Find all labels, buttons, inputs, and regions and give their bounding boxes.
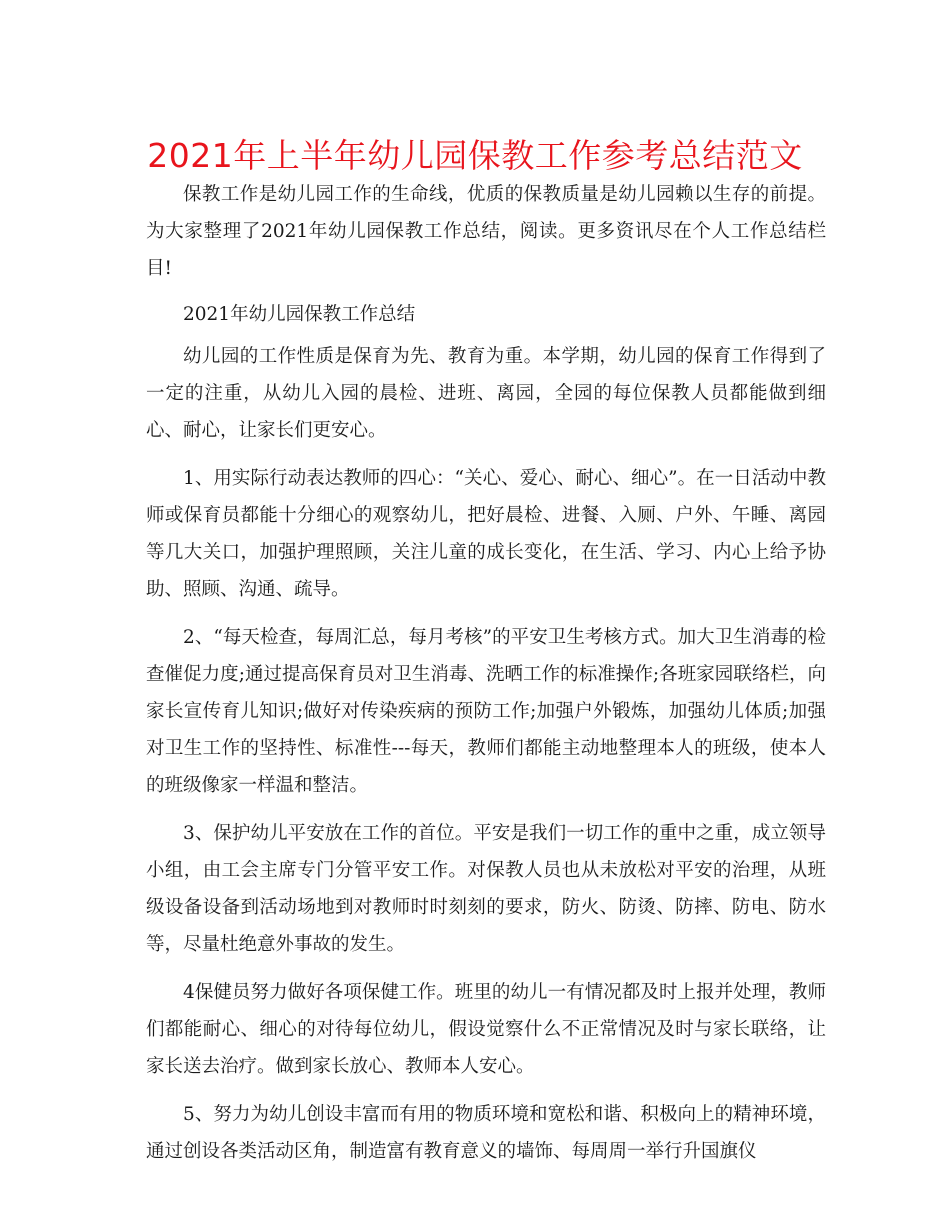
section-heading: 2021年幼儿园保教工作总结 [183,304,416,325]
body-paragraph: 幼儿园的工作性质是保育为先、教育为重。本学期，幼儿园的保育工作得到了一定的注重，从幼儿入园的晨检、进班、离园，全园的每位保教人员都能做到细心、耐心，让家长们更安心。 [146,346,826,441]
document-title: 2021年上半年幼儿园保教工作参考总结范文 [147,136,803,175]
document-body [146,176,826,1181]
intro-paragraph: 保教工作是幼儿园工作的生命线，优质的保教质量是幼儿园赖以生存的前提。为大家整理了2021年幼儿园保教工作总结，阅读。更多资讯尽在个人工作总结栏目! [146,184,826,279]
body-paragraph: 4保健员努力做好各项保健工作。班里的幼儿一有情况都及时上报并处理，教师们都能耐心、细心的对待每位幼儿，假设觉察什么不正常情况及时与家长联络，让家长送去治疗。做到家长放心、教师本人安心。 [146,982,826,1077]
body-paragraph: 3、保护幼儿平安放在工作的首位。平安是我们一切工作的重中之重，成立领导小组，由工会主席专门分管平安工作。对保教人员也从未放松对平安的治理，从班级设备设备到活动场地到对教师时时刻刻的要求，防火、防烫、防摔、防电、防水等，尽量杜绝意外事故的发生。 [146,823,826,955]
body-paragraph: 5、努力为幼儿创设丰富而有用的物质环境和宽松和谐、积极向上的精神环境，通过创设各类活动区角，制造富有教育意义的墙饰、每周周一举行升国旗仪 [146,1104,826,1162]
body-paragraph: 2、“每天检查，每周汇总，每月考核”的平安卫生考核方式。加大卫生消毒的检查催促力度;通过提高保育员对卫生消毒、洗晒工作的标准操作;各班家园联络栏，向家长宣传育儿知识;做好对传染疾病的预防工作;加强户外锻炼，加强幼儿体质;加强对卫生工作的坚持性、标准性---每天，教师们都能主动地整理本人的班级，使本人的班级像家一样温和整洁。 [146,627,826,796]
body-paragraph: 1、用实际行动表达教师的四心：“关心、爱心、耐心、细心”。在一日活动中教师或保育员都能十分细心的观察幼儿，把好晨检、进餐、入厕、户外、午睡、离园等几大关口，加强护理照顾，关注儿童的成长变化，在生活、学习、内心上给予协助、照顾、沟通、疏导。 [146,468,826,600]
